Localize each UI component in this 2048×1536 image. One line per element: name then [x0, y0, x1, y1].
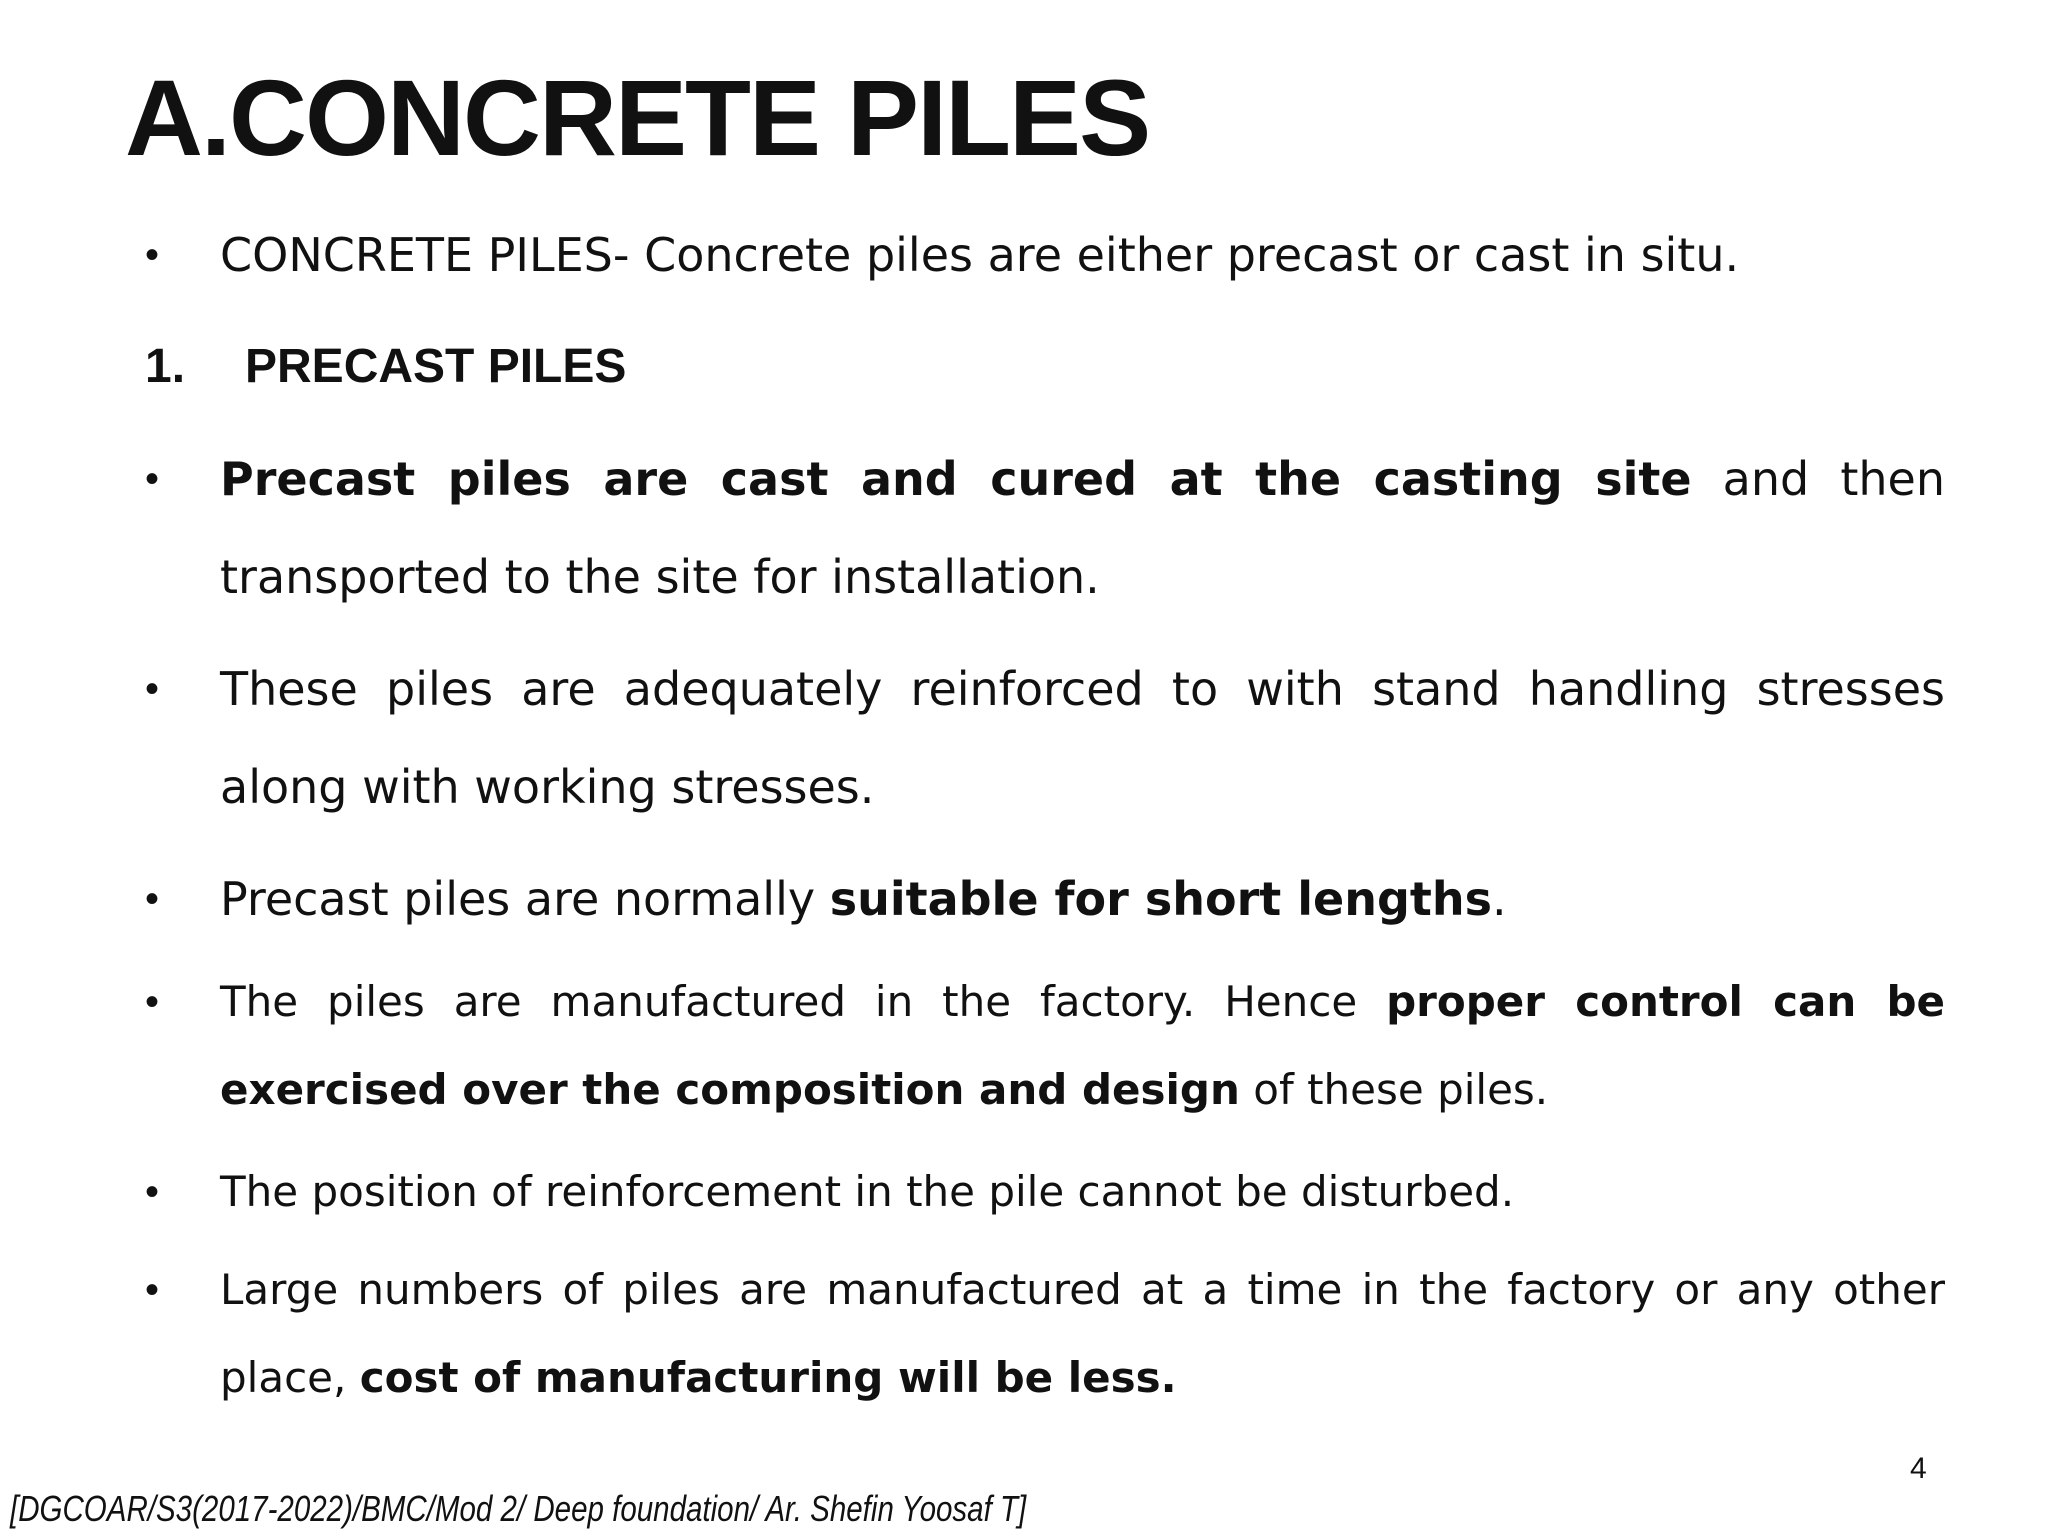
point-text-1	[220, 430, 1945, 626]
section-heading	[145, 318, 626, 416]
bullet-dot-icon: •	[145, 667, 160, 711]
slide-footer: [DGCOAR/S3(2017-2022)/BMC/Mod 2/ Deep foundation/ Ar. Shefin Yoosaf T]	[10, 1488, 1027, 1529]
point-1-bold: Precast piles are cast and cured at the casting site	[220, 452, 1692, 506]
bullet-dot-icon: •	[145, 877, 160, 921]
bullet-dot-icon: •	[145, 1268, 160, 1312]
point-4-regular-a: The piles are manufactured in the factory. Hence	[220, 977, 1387, 1026]
point-4-bold: proper control can be exercised over the composition and design	[220, 977, 1945, 1114]
point-6-bold: cost of manufacturing will be less.	[359, 1353, 1177, 1402]
point-6-regular: Large numbers of piles are manufactured at a time in the factory or any other place,	[220, 1265, 1945, 1402]
bullet-dot-icon: •	[145, 980, 160, 1024]
section-number: 1.	[145, 340, 186, 393]
point-3-regular-a: Precast piles are normally	[220, 872, 830, 926]
page-number: 4	[1910, 1452, 1927, 1485]
point-4-regular-b: of these piles.	[1239, 1065, 1549, 1114]
point-3-bold: suitable for short lengths	[829, 872, 1493, 926]
point-2-regular: These piles are adequately reinforced to with stand handling stresses along with working stresses.	[220, 662, 1945, 814]
bullet-dot-icon: •	[145, 457, 160, 501]
point-3-regular-b: .	[1492, 872, 1507, 926]
bullet-dot-icon: •	[145, 1170, 160, 1214]
slide-title: A.CONCRETE PILES	[125, 57, 1150, 178]
point-text-3	[220, 850, 1945, 948]
section-heading-text: PRECAST PILES	[245, 340, 627, 393]
bullet-dot-icon: •	[145, 233, 160, 277]
intro-text: CONCRETE PILES- Concrete piles are either precast or cast in situ.	[220, 228, 1740, 282]
point-text-4	[220, 958, 1945, 1134]
point-text-5	[220, 1148, 1945, 1236]
point-text-6	[220, 1246, 1945, 1422]
point-1-regular: and then transported to the site for installation.	[220, 452, 1945, 604]
point-5-regular: The position of reinforcement in the pile cannot be disturbed.	[220, 1167, 1515, 1216]
point-text-2	[220, 640, 1945, 836]
